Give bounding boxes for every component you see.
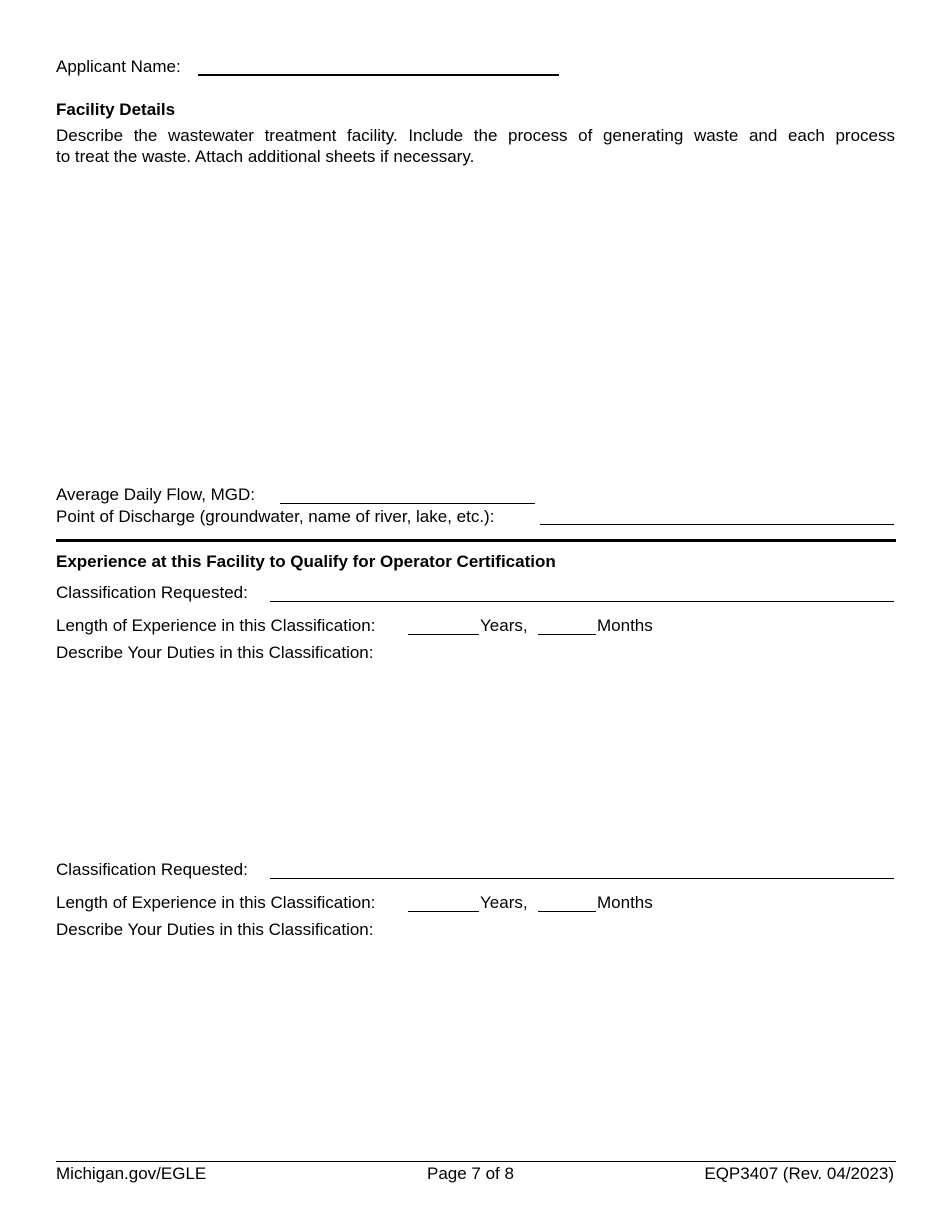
duties-area[interactable] <box>56 668 895 853</box>
classification-requested-field[interactable] <box>270 878 894 879</box>
years-label: Years, <box>480 616 528 635</box>
footer-page-number: Page 7 of 8 <box>427 1164 514 1183</box>
duties-label: Describe Your Duties in this Classification: <box>56 920 374 939</box>
months-label: Months <box>597 893 653 912</box>
months-field[interactable] <box>538 911 596 912</box>
point-of-discharge-label: Point of Discharge (groundwater, name of river, lake, etc.): <box>56 507 495 526</box>
classification-requested-field[interactable] <box>270 601 894 602</box>
experience-heading: Experience at this Facility to Qualify for Operator Certification <box>56 552 556 571</box>
facility-details-heading: Facility Details <box>56 100 176 119</box>
years-field[interactable] <box>408 634 479 635</box>
duties-area[interactable] <box>56 945 895 1145</box>
facility-description-area[interactable] <box>56 172 895 472</box>
years-field[interactable] <box>408 911 479 912</box>
classification-requested-label: Classification Requested: <box>56 583 248 602</box>
footer-website: Michigan.gov/EGLE <box>56 1164 207 1183</box>
footer-form-id: EQP3407 (Rev. 04/2023) <box>704 1164 894 1183</box>
footer-rule <box>56 1161 896 1162</box>
classification-requested-label: Classification Requested: <box>56 860 248 879</box>
average-daily-flow-field[interactable] <box>280 503 535 504</box>
facility-description-instructions-line2: to treat the waste. Attach additional sheets if necessary. <box>56 147 475 166</box>
point-of-discharge-field[interactable] <box>540 524 894 525</box>
average-daily-flow-label: Average Daily Flow, MGD: <box>56 485 256 504</box>
months-field[interactable] <box>538 634 596 635</box>
facility-description-instructions-line1: Describe the wastewater treatment facility. Include the process of generating waste and each process <box>56 126 895 145</box>
years-label: Years, <box>480 893 528 912</box>
length-of-experience-label: Length of Experience in this Classification: <box>56 616 376 635</box>
section-divider <box>56 539 896 542</box>
applicant-name-field[interactable] <box>198 74 559 76</box>
duties-label: Describe Your Duties in this Classification: <box>56 643 374 662</box>
months-label: Months <box>597 616 653 635</box>
applicant-name-label: Applicant Name: <box>56 57 181 76</box>
length-of-experience-label: Length of Experience in this Classification: <box>56 893 376 912</box>
